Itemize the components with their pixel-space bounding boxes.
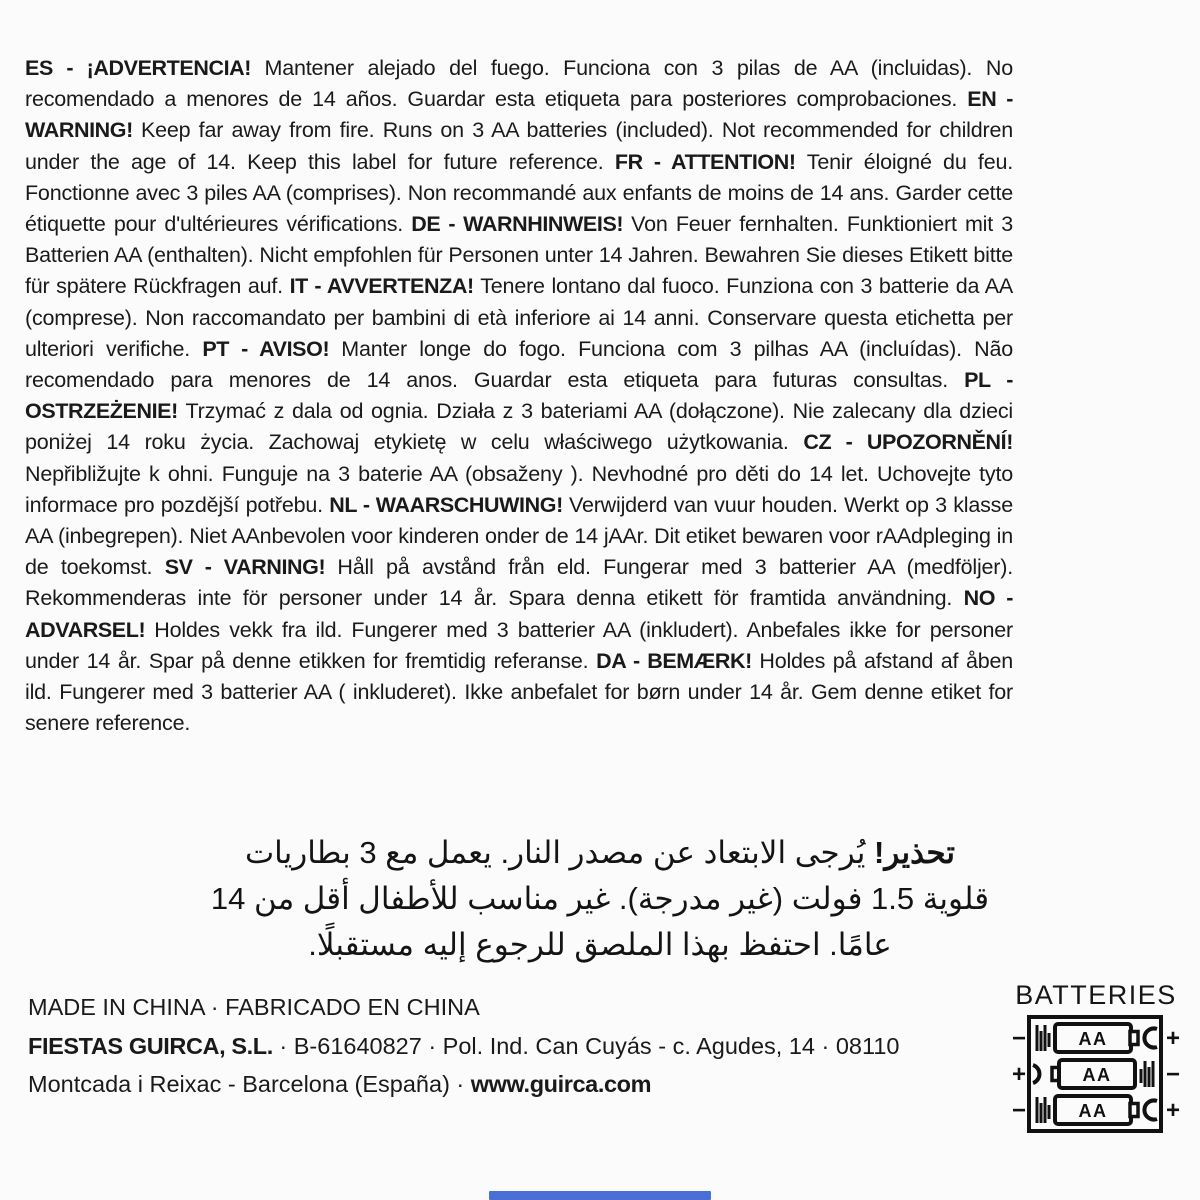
polarity-sign: + [1165,1097,1181,1124]
multilingual-warning-paragraph: ES - ¡ADVERTENCIA! Mantener alejado del fuego. Funciona con 3 pilas de AA (incluidas). No recomendado a menores de 14 años. Guardar esta etiqueta para posteriores comprobaciones. EN - WARNING! Keep far away from fire. Runs on 3 AA batteries (included). Not recommended for children under the age of 14. Keep this label for future reference. FR - ATTENTION! Tenir éloigné du feu. Fonctionne avec 3 piles AA (comprises). Non recommandé aux enfants de moins de 14 ans. Garder cette étiquette pour d'ultérieures vérifications. DE - WARNHINWEIS! Von Feuer fernhalten. Funktioniert mit 3 Batterien AA (enthalten). Nicht empfohlen für Personen unter 14 Jahren. Bewahren Sie dieses Etikett bitte für spätere Rückfragen auf. IT - AVVERTENZA! Tenere lontano dal fuoco. Funziona con 3 batterie da AA (comprese). Non raccomandato per bambini di età inferiore ai 14 anni. Conservare questa etichetta per ulteriori verifiche. PT - AVISO! Manter longe do fogo. Funciona com 3 pilhas AA (incluídas). Não recomendado para menores de 14 anos. Guardar esta etiqueta para futuras consultas. PL - OSTRZEŻENIE! Trzymać z dala od ognia. Działa z 3 bateriami AA (dołączone). Nie zalecany dla dzieci poniżej 14 roku życia. Zachowaj etykietę w celu właściwego użytkowania. CZ - UPOZORNĚNÍ! Nepřibližujte k ohni. Funguje na 3 baterie AA (obsaženy ). Nevhodné pro děti do 14 let. Uchovejte tyto informace pro pozdější potřebu. NL - WAARSCHUWING! Verwijderd van vuur houden. Werkt op 3 klasse AA (inbegrepen). Niet AAnbevolen voor kinderen onder de 14 jAAr. Dit etiket bewaren voor rAAdpleging in de toekomst. SV - VARNING! Håll på avstånd från eld. Fungerar med 3 batterier AA (medföljer). Rekommenderas inte för personer under 14 år. Spara denna etikett för framtida användning. NO - ADVARSEL! Holdes vekk fra ild. Fungerer med 3 batterier AA (inkludert). Anbefales ikke for personer under 14 år. Spar på denne etikken for fremtidig referanse. DA - BEMÆRK! Holdes på afstand af åben ild. Fungerer med 3 batterier AA ( inkluderet). Ikke anbefalet for børn under 14 år. Gem denne etiket for senere reference. [25,56,1014,736]
polarity-sign: + [1011,1061,1027,1088]
battery-cell-label: AA [1078,1101,1108,1121]
spring-icon [1037,1025,1049,1051]
bottom-accent-bar [489,1191,711,1200]
made-in-line: MADE IN CHINA · FABRICADO EN CHINA [28,994,480,1020]
contact-icon [1033,1065,1039,1083]
battery-compartment-icon [1011,1013,1181,1135]
battery-cell-label: AA [1078,1029,1108,1049]
company-line: FIESTAS GUIRCA, S.L. · B-61640827 · Pol. Ind. Can Cuyás - c. Agudes, 14 · 08110 [28,1032,900,1059]
address-line: Montcada i Reixac - Barcelona (España) · www.guirca.com [28,1071,652,1097]
arabic-warning-line: قلوية 1.5 فولت (غير مدرجة). غير مناسب للأطفال أقل من 14 [210,881,990,916]
manufacturer-info [28,988,998,1104]
polarity-sign: + [1165,1025,1181,1052]
spring-icon [1037,1097,1049,1123]
contact-icon [1144,1029,1157,1048]
contact-icon [1144,1101,1157,1120]
spring-icon [1141,1061,1153,1087]
polarity-sign: − [1165,1061,1181,1088]
polarity-sign: − [1011,1025,1027,1052]
arabic-warning-paragraph [100,830,1100,968]
polarity-sign: − [1011,1097,1027,1124]
arabic-warning-line: عامًا. احتفظ بهذا الملصق للرجوع إليه مستقبلًا. [308,927,892,962]
battery-compartment-diagram [1008,980,1184,1135]
arabic-warning-line: تحذير! يُرجى الابتعاد عن مصدر النار. يعمل مع 3 بطاريات [244,835,956,870]
batteries-title: BATTERIES [1015,980,1177,1010]
battery-cell-label: AA [1082,1065,1112,1085]
